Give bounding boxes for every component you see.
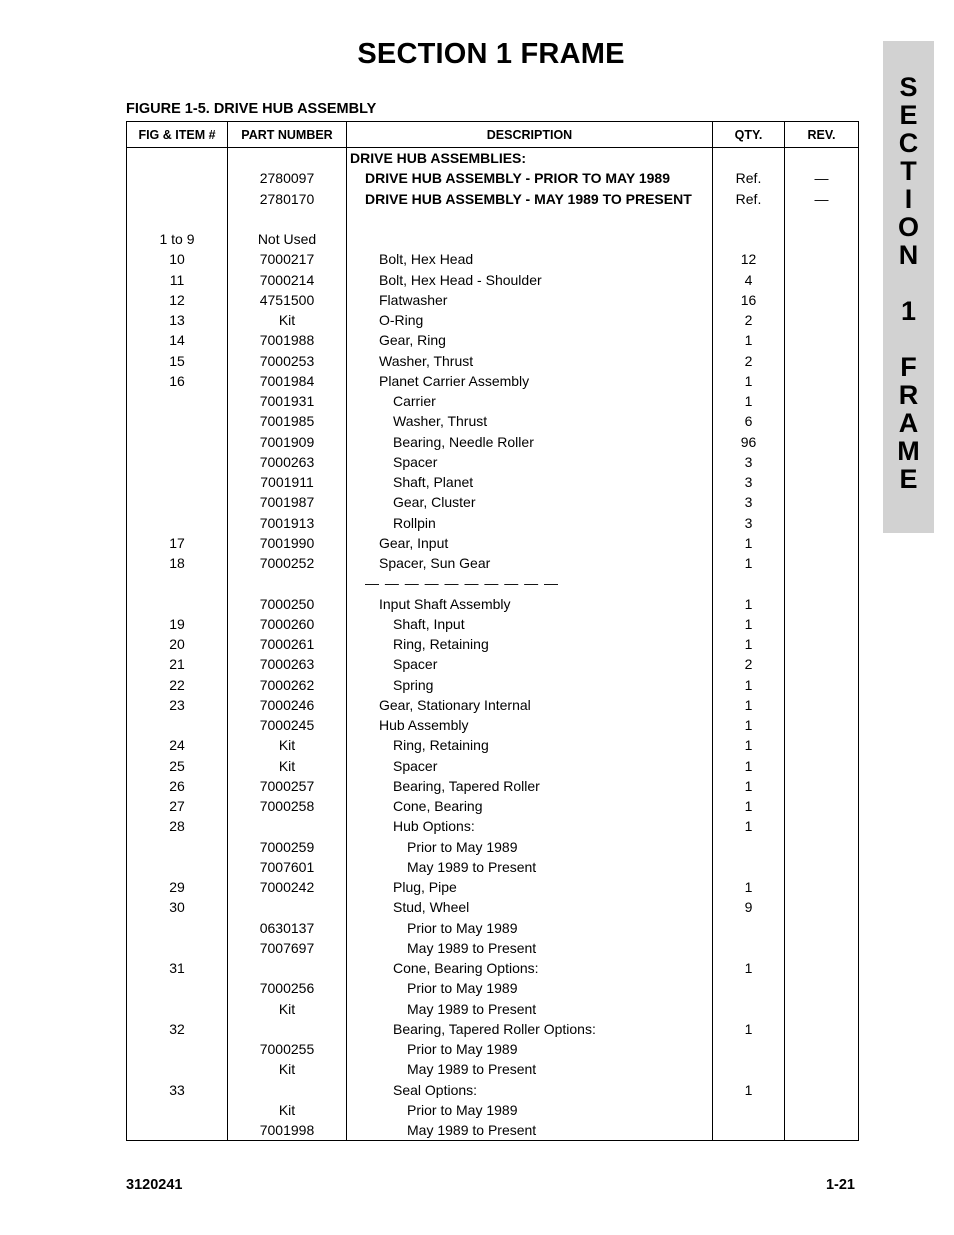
rev-cell xyxy=(785,695,858,715)
fig-item-cell xyxy=(127,411,227,431)
side-tab-letter: F xyxy=(900,352,917,382)
description-cell: Bearing, Needle Roller xyxy=(393,433,534,450)
rev-cell xyxy=(785,816,858,836)
part-number-cell xyxy=(228,1019,346,1039)
qty-cell xyxy=(713,1120,784,1140)
header-description: DESCRIPTION xyxy=(347,122,713,148)
part-number-cell: Kit xyxy=(278,312,296,328)
description-cell: May 1989 to Present xyxy=(407,858,537,875)
table-header-row xyxy=(127,122,859,148)
header-rev: REV. xyxy=(785,122,859,148)
qty-cell: 1 xyxy=(744,717,753,733)
fig-item-cell xyxy=(127,1059,227,1079)
part-number-cell: 7001984 xyxy=(259,372,315,389)
description-cell: O-Ring xyxy=(379,312,424,328)
description-cell: Stud, Wheel xyxy=(393,899,470,916)
side-tab-letter: I xyxy=(904,184,913,214)
qty-cell: 1 xyxy=(744,595,753,612)
qty-cell: 6 xyxy=(744,413,753,430)
fig-item-cell xyxy=(127,472,227,492)
fig-item-cell xyxy=(127,1039,227,1059)
part-number-cell xyxy=(228,573,346,593)
header-part-number: PART NUMBER xyxy=(228,122,347,148)
rev-cell xyxy=(785,553,858,573)
part-number-cell: 7000257 xyxy=(259,777,315,794)
description-cell: Gear, Input xyxy=(379,534,449,551)
document-number: 3120241 xyxy=(126,1177,183,1193)
part-number-cell: 7000258 xyxy=(259,798,315,814)
description-cell: Bearing, Tapered Roller xyxy=(393,777,540,794)
part-number-cell: 2780097 xyxy=(259,170,315,187)
description-cell: Plug, Pipe xyxy=(393,879,457,895)
fig-item-cell xyxy=(127,999,227,1019)
qty-cell: 3 xyxy=(744,453,753,470)
qty-cell: 16 xyxy=(740,291,757,308)
part-number-cell xyxy=(228,958,346,978)
part-number-cell: 7001913 xyxy=(259,514,315,531)
qty-cell: 2 xyxy=(744,312,753,328)
fig-item-cell xyxy=(127,391,227,411)
rev-cell xyxy=(785,148,858,168)
description-cell: — — — — — — — — — — xyxy=(365,575,560,592)
fig-item-cell: 17 xyxy=(169,534,185,551)
qty-cell: 1 xyxy=(744,737,753,754)
qty-cell: 1 xyxy=(744,676,753,693)
rev-cell xyxy=(785,209,858,229)
description-cell: Prior to May 1989 xyxy=(407,1101,518,1118)
qty-cell: 1 xyxy=(744,534,753,551)
rev-cell xyxy=(785,938,858,958)
qty-cell xyxy=(713,573,784,593)
qty-cell: 1 xyxy=(744,636,753,652)
fig-item-cell xyxy=(127,1120,227,1140)
qty-cell: 1 xyxy=(744,332,753,349)
fig-item-cell: 27 xyxy=(169,798,185,814)
description-cell: Hub Assembly xyxy=(379,717,469,733)
fig-item-cell: 13 xyxy=(169,312,185,328)
qty-cell xyxy=(713,209,784,229)
rev-cell xyxy=(785,573,858,593)
qty-cell: 1 xyxy=(744,1020,753,1037)
part-number-cell xyxy=(228,897,346,917)
rev-cell xyxy=(785,654,858,674)
fig-item-cell: 28 xyxy=(169,818,185,835)
part-number-cell: 7001988 xyxy=(259,332,315,349)
rev-cell xyxy=(785,796,858,816)
fig-item-cell xyxy=(127,513,227,533)
fig-item-cell: 24 xyxy=(169,737,185,754)
description-cell: Prior to May 1989 xyxy=(407,919,518,936)
fig-item-cell xyxy=(127,492,227,512)
part-number-cell: 7001987 xyxy=(259,494,315,511)
description-cell: Prior to May 1989 xyxy=(407,980,518,997)
qty-cell: 1 xyxy=(744,393,753,409)
part-number-cell xyxy=(228,209,346,229)
fig-item-cell: 26 xyxy=(169,777,185,794)
section-side-tab xyxy=(883,41,934,533)
fig-item-cell: 20 xyxy=(169,636,185,652)
description-cell: Planet Carrier Assembly xyxy=(379,372,530,389)
rev-cell xyxy=(785,330,858,350)
description-cell: Spacer xyxy=(393,757,438,774)
description-cell: Gear, Stationary Internal xyxy=(379,696,531,713)
fig-item-cell: 11 xyxy=(169,271,185,288)
part-number-cell: 7000262 xyxy=(259,676,315,693)
part-number-cell: 2780170 xyxy=(259,190,315,207)
part-number-cell: 7000263 xyxy=(259,453,315,470)
qty-cell: Ref. xyxy=(735,190,762,207)
qty-cell xyxy=(713,857,784,877)
qty-cell: 1 xyxy=(744,798,753,814)
fig-item-cell xyxy=(127,148,227,168)
fig-item-column xyxy=(127,148,228,1141)
side-tab-letter: N xyxy=(898,240,919,270)
description-cell: Ring, Retaining xyxy=(393,636,489,652)
rev-cell xyxy=(785,756,858,776)
qty-cell: 2 xyxy=(744,656,753,673)
page-title: SECTION 1 FRAME xyxy=(357,38,625,70)
part-number-column xyxy=(228,148,347,1141)
fig-item-cell: 33 xyxy=(169,1081,185,1098)
fig-item-cell: 18 xyxy=(169,555,185,571)
rev-cell xyxy=(785,897,858,917)
side-tab-letter: C xyxy=(898,128,919,158)
qty-cell: 9 xyxy=(744,899,753,916)
part-number-cell: 0630137 xyxy=(259,919,315,936)
fig-item-cell: 14 xyxy=(169,332,185,349)
description-cell: Spacer xyxy=(393,656,438,673)
part-number-cell: 7000242 xyxy=(259,879,315,895)
description-cell: Hub Options: xyxy=(393,818,475,835)
description-cell: DRIVE HUB ASSEMBLIES: xyxy=(350,150,527,166)
rev-cell xyxy=(785,371,858,391)
side-tab-text xyxy=(883,73,934,493)
rev-cell xyxy=(785,1019,858,1039)
rev-cell xyxy=(785,270,858,290)
description-cell: Shaft, Planet xyxy=(393,474,474,490)
side-tab-letter: O xyxy=(897,212,919,242)
rev-cell xyxy=(785,634,858,654)
rev-cell xyxy=(785,229,858,249)
qty-cell: 1 xyxy=(744,777,753,794)
rev-cell xyxy=(785,1100,858,1120)
description-cell: Washer, Thrust xyxy=(393,413,488,430)
fig-item-cell: 16 xyxy=(169,372,185,389)
fig-item-cell: 12 xyxy=(169,291,185,308)
rev-cell xyxy=(785,837,858,857)
rev-cell xyxy=(785,513,858,533)
rev-cell xyxy=(785,857,858,877)
rev-cell: — xyxy=(814,190,829,207)
qty-cell: 3 xyxy=(744,474,753,490)
fig-item-cell xyxy=(127,452,227,472)
rev-cell xyxy=(785,492,858,512)
rev-cell xyxy=(785,472,858,492)
rev-cell xyxy=(785,351,858,371)
part-number-cell: 7000246 xyxy=(259,696,315,713)
description-cell xyxy=(347,229,712,249)
qty-cell: 4 xyxy=(744,271,753,288)
part-number-cell: 7001985 xyxy=(259,413,315,430)
qty-cell: 1 xyxy=(744,960,753,976)
side-tab-letter: S xyxy=(899,72,918,102)
part-number-cell: 7000252 xyxy=(259,555,315,571)
part-number-cell: 7001998 xyxy=(259,1122,315,1138)
rev-cell xyxy=(785,999,858,1019)
fig-item-cell xyxy=(127,168,227,188)
part-number-cell: 7007601 xyxy=(259,858,315,875)
part-number-cell: 7001911 xyxy=(260,474,314,490)
figure-caption: FIGURE 1-5. DRIVE HUB ASSEMBLY xyxy=(126,101,377,117)
fig-item-cell: 10 xyxy=(169,251,185,268)
description-cell: Prior to May 1989 xyxy=(407,1041,518,1057)
description-cell: Carrier xyxy=(393,393,436,409)
fig-item-cell xyxy=(127,857,227,877)
qty-cell xyxy=(713,1059,784,1079)
part-number-cell: 7000217 xyxy=(259,251,315,268)
rev-cell xyxy=(785,735,858,755)
part-number-cell: 7007697 xyxy=(259,939,315,956)
page-number: 1-21 xyxy=(825,1177,855,1193)
description-cell: Spacer xyxy=(393,453,438,470)
description-cell: Gear, Cluster xyxy=(393,494,476,511)
part-number-cell: Kit xyxy=(278,737,296,754)
qty-cell xyxy=(713,1100,784,1120)
qty-cell: 1 xyxy=(744,372,753,389)
fig-item-cell xyxy=(127,594,227,614)
fig-item-cell: 21 xyxy=(169,656,185,673)
part-number-cell: 7000214 xyxy=(259,271,315,288)
description-cell: Flatwasher xyxy=(379,291,448,308)
qty-cell: 2 xyxy=(744,352,753,369)
rev-cell xyxy=(785,452,858,472)
description-cell: Shaft, Input xyxy=(393,615,465,632)
part-number-cell xyxy=(228,1080,346,1100)
qty-cell: 1 xyxy=(744,555,753,571)
part-number-cell: 7000261 xyxy=(259,636,315,652)
part-number-cell: Kit xyxy=(278,1101,296,1118)
fig-item-cell: 25 xyxy=(169,757,185,774)
rev-cell xyxy=(785,533,858,553)
rev-cell xyxy=(785,614,858,634)
side-tab-letter: A xyxy=(898,408,919,438)
part-number-cell: 7000253 xyxy=(259,352,315,369)
rev-cell xyxy=(785,290,858,310)
rev-cell xyxy=(785,978,858,998)
part-number-cell: 7000245 xyxy=(259,717,315,733)
fig-item-cell: 30 xyxy=(169,899,185,916)
description-cell: May 1989 to Present xyxy=(407,1000,537,1017)
fig-item-cell xyxy=(127,209,227,229)
description-cell: May 1989 to Present xyxy=(407,1061,537,1078)
part-number-cell: 7000259 xyxy=(259,838,315,855)
qty-cell xyxy=(713,229,784,249)
parts-table xyxy=(126,121,859,1141)
qty-cell xyxy=(713,148,784,168)
fig-item-cell: 1 to 9 xyxy=(159,231,195,247)
rev-cell: — xyxy=(814,170,829,187)
side-tab-letter: 1 xyxy=(900,296,917,326)
part-number-cell: Kit xyxy=(278,1000,296,1017)
description-cell: Spring xyxy=(393,676,434,693)
description-cell: Seal Options: xyxy=(393,1081,478,1098)
qty-cell xyxy=(713,999,784,1019)
fig-item-cell xyxy=(127,189,227,209)
part-number-cell: 7000256 xyxy=(259,980,315,997)
part-number-cell: 7000260 xyxy=(259,615,315,632)
qty-cell: 1 xyxy=(744,818,753,835)
fig-item-cell xyxy=(127,715,227,735)
part-number-cell: 7000255 xyxy=(259,1041,315,1057)
qty-cell xyxy=(713,938,784,958)
header-fig-item: FIG & ITEM # xyxy=(127,122,228,148)
side-tab-letter: T xyxy=(900,156,917,186)
description-cell: DRIVE HUB ASSEMBLY - MAY 1989 TO PRESENT xyxy=(365,190,692,207)
description-cell: Rollpin xyxy=(393,514,436,531)
qty-column xyxy=(713,148,785,1141)
fig-item-cell: 32 xyxy=(169,1020,185,1037)
qty-cell: 96 xyxy=(740,433,757,450)
rev-cell xyxy=(785,877,858,897)
part-number-cell: 7001909 xyxy=(259,433,315,450)
qty-cell: 3 xyxy=(744,494,753,511)
part-number-cell xyxy=(228,816,346,836)
fig-item-cell: 23 xyxy=(169,696,185,713)
description-cell: Washer, Thrust xyxy=(379,352,474,369)
rev-cell xyxy=(785,776,858,796)
fig-item-cell: 19 xyxy=(169,615,185,632)
qty-cell xyxy=(713,918,784,938)
qty-cell xyxy=(713,837,784,857)
rev-cell xyxy=(785,249,858,269)
description-cell: Bearing, Tapered Roller Options: xyxy=(393,1020,596,1037)
description-cell: DRIVE HUB ASSEMBLY - PRIOR TO MAY 1989 xyxy=(365,170,670,187)
description-cell: May 1989 to Present xyxy=(407,1122,537,1138)
fig-item-cell xyxy=(127,837,227,857)
fig-item-cell: 31 xyxy=(169,960,185,976)
rev-cell xyxy=(785,918,858,938)
rev-cell xyxy=(785,958,858,978)
description-cell: Gear, Ring xyxy=(379,332,446,349)
qty-cell: Ref. xyxy=(735,170,762,187)
fig-item-cell xyxy=(127,1100,227,1120)
description-cell xyxy=(347,209,712,229)
qty-cell: 3 xyxy=(744,514,753,531)
header-qty: QTY. xyxy=(713,122,785,148)
fig-item-cell xyxy=(127,918,227,938)
part-number-cell: 4751500 xyxy=(259,291,315,308)
description-cell: Prior to May 1989 xyxy=(407,838,518,855)
rev-cell xyxy=(785,391,858,411)
fig-item-cell xyxy=(127,573,227,593)
rev-cell xyxy=(785,310,858,330)
rev-cell xyxy=(785,1080,858,1100)
description-column xyxy=(347,148,713,1141)
rev-cell xyxy=(785,1120,858,1140)
description-cell: Ring, Retaining xyxy=(393,737,489,754)
fig-item-cell: 15 xyxy=(169,352,185,369)
fig-item-cell: 22 xyxy=(169,676,185,693)
rev-cell xyxy=(785,411,858,431)
description-cell: Spacer, Sun Gear xyxy=(379,555,491,571)
side-tab-letter: E xyxy=(899,464,918,494)
rev-cell xyxy=(785,432,858,452)
qty-cell xyxy=(713,1039,784,1059)
fig-item-cell xyxy=(127,432,227,452)
side-tab-letter: M xyxy=(897,436,920,466)
part-number-cell: Kit xyxy=(278,757,296,774)
part-number-cell: Kit xyxy=(278,1061,296,1078)
rev-column xyxy=(785,148,859,1141)
part-number-cell: 7000250 xyxy=(259,595,315,612)
description-cell: Cone, Bearing xyxy=(393,798,483,814)
fig-item-cell xyxy=(127,978,227,998)
part-number-cell: 7001990 xyxy=(259,534,315,551)
description-cell: Bolt, Hex Head - Shoulder xyxy=(379,271,542,288)
side-tab-letter: R xyxy=(898,380,919,410)
fig-item-cell: 29 xyxy=(169,879,185,895)
qty-cell: 1 xyxy=(744,879,753,895)
rev-cell xyxy=(785,675,858,695)
description-cell: Bolt, Hex Head xyxy=(379,251,474,268)
part-number-cell: 7001931 xyxy=(259,393,315,409)
qty-cell: 1 xyxy=(744,757,753,774)
qty-cell: 1 xyxy=(744,615,753,632)
side-tab-letter: E xyxy=(899,100,918,130)
description-cell: Cone, Bearing Options: xyxy=(393,960,539,976)
rev-cell xyxy=(785,594,858,614)
qty-cell: 1 xyxy=(744,1081,753,1098)
part-number-cell xyxy=(228,148,346,168)
description-cell: May 1989 to Present xyxy=(407,939,537,956)
rev-cell xyxy=(785,715,858,735)
rev-cell xyxy=(785,1059,858,1079)
qty-cell: 1 xyxy=(744,696,753,713)
rev-cell xyxy=(785,1039,858,1059)
part-number-cell: Not Used xyxy=(257,231,317,247)
qty-cell: 12 xyxy=(740,251,757,268)
part-number-cell: 7000263 xyxy=(259,656,315,673)
qty-cell xyxy=(713,978,784,998)
fig-item-cell xyxy=(127,938,227,958)
description-cell: Input Shaft Assembly xyxy=(379,595,511,612)
